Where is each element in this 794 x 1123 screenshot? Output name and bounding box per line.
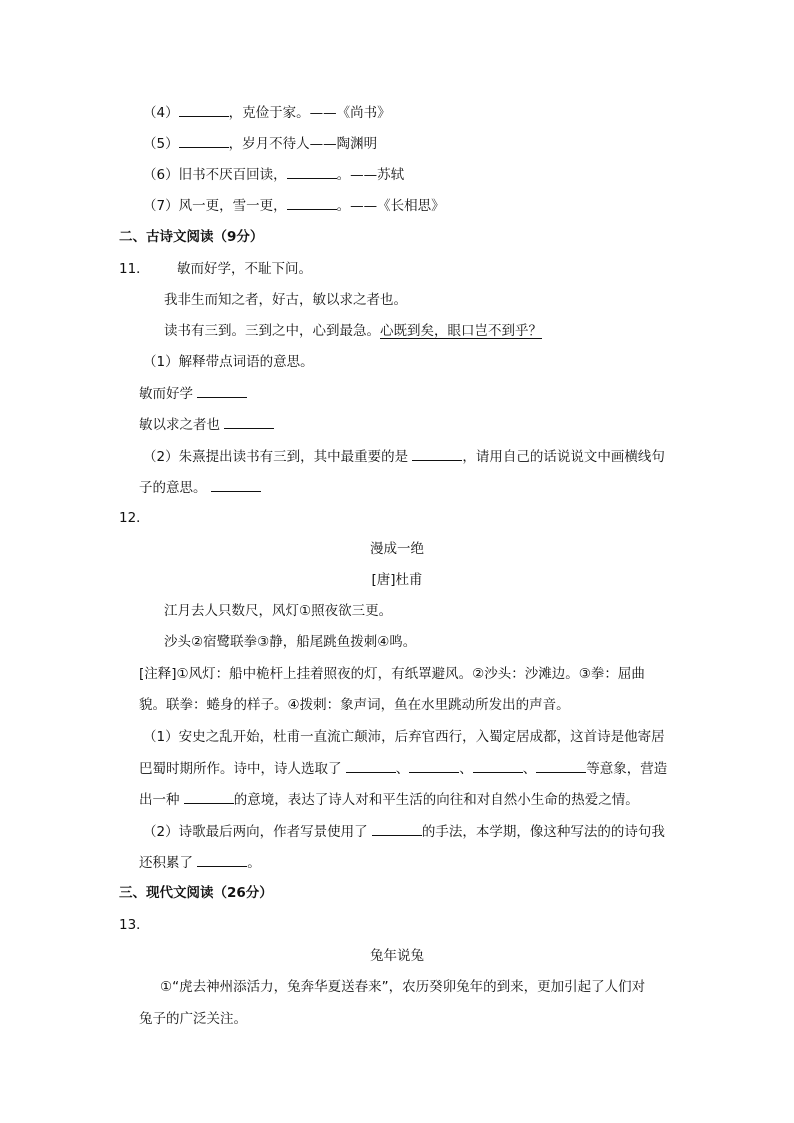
poem-line-1: 江月去人只数尺，风灯①照夜欲三更。	[164, 603, 393, 619]
q11-sub1: （1）解释带点词语的意思。	[143, 354, 314, 370]
section-heading-3: 三、现代文阅读（26分）	[119, 885, 273, 901]
classical-text-line-3: 读书有三到。三到之中，心到最急。心既到矣，眼口岂不到乎？	[164, 323, 542, 339]
annotation-line-1: [注释]①风灯：船中桅杆上挂着照夜的灯，有纸罩避风。②沙头：沙滩边。③拳：屈曲	[139, 666, 645, 682]
answer-blank[interactable]	[536, 759, 586, 773]
article-title: 兔年说兔	[370, 948, 424, 964]
answer-blank[interactable]	[224, 415, 274, 429]
q12-sub2-line2: 还积累了 。	[139, 855, 261, 871]
term-row-2: 敏以求之者也	[139, 415, 274, 434]
question-number-13: 13．	[119, 917, 150, 933]
q12-sub1-line1: （1）安史之乱开始，杜甫一直流亡颠沛，后弃官西行，入蜀定居成都，这首诗是他寄居	[143, 729, 665, 745]
answer-blank[interactable]	[197, 384, 247, 398]
answer-blank[interactable]	[372, 822, 422, 836]
answer-blank[interactable]	[346, 759, 396, 773]
answer-blank[interactable]	[287, 196, 337, 210]
term-row-1: 敏而好学	[139, 384, 247, 403]
fill-item-4: （4） ，克俭于家。——《尚书》	[143, 105, 391, 121]
question-number-12: 12．	[119, 510, 150, 526]
answer-blank[interactable]	[409, 759, 459, 773]
section-heading-2: 二、古诗文阅读（9分）	[119, 229, 264, 245]
q12-sub1-line2: 巴蜀时期所作。诗中，诗人选取了 、 、 、 等意象，营造	[139, 761, 668, 777]
poem-author: [唐]杜甫	[371, 572, 423, 588]
fill-item-7: （7）风一更，雪一更， 。——《长相思》	[143, 198, 445, 214]
article-para-1-line1: ①“虎去神州添活力，兔奔华夏送春来”，农历癸卯兔年的到来，更加引起了人们对	[160, 979, 646, 995]
article-para-1-line2: 兔子的广泛关注。	[139, 1011, 247, 1027]
answer-blank[interactable]	[412, 447, 462, 461]
answer-blank[interactable]	[184, 790, 234, 804]
answer-blank[interactable]	[287, 165, 337, 179]
classical-text-line-2: 我非生而知之者，好古，敏以求之者也。	[164, 292, 407, 308]
fill-item-5: （5） ，岁月不待人——陶渊明	[143, 136, 378, 152]
classical-text-line-1: 敏而好学，不耻下问。	[177, 261, 312, 277]
answer-blank[interactable]	[179, 134, 229, 148]
answer-blank[interactable]	[473, 759, 523, 773]
q11-sub2-line1: （2）朱熹提出读书有三到，其中最重要的是 ，请用自己的话说说文中画横线句	[143, 449, 665, 465]
fill-item-6: （6）旧书不厌百回读， 。——苏轼	[143, 167, 405, 183]
question-number-11: 11．	[119, 261, 150, 277]
q12-sub1-line3: 出一种 的意境，表达了诗人对和平生活的向往和对自然小生命的热爱之情。	[139, 792, 639, 808]
annotation-line-2: 貌。联拳：蜷身的样子。④拨刺：象声词，鱼在水里跳动所发出的声音。	[139, 697, 570, 713]
poem-title: 漫成一绝	[370, 541, 424, 557]
q11-sub2-line2: 子的意思。	[139, 478, 261, 497]
q12-sub2-line1: （2）诗歌最后两向，作者写景使用了 的手法，本学期，像这种写法的的诗句我	[143, 824, 665, 840]
answer-blank[interactable]	[179, 103, 229, 117]
underlined-sentence: 心既到矣，眼口岂不到乎？	[380, 323, 542, 339]
poem-line-2: 沙头②宿鹭联拳③静，船尾跳鱼拨刺④鸣。	[164, 634, 417, 650]
answer-blank[interactable]	[211, 478, 261, 492]
answer-blank[interactable]	[197, 853, 247, 867]
